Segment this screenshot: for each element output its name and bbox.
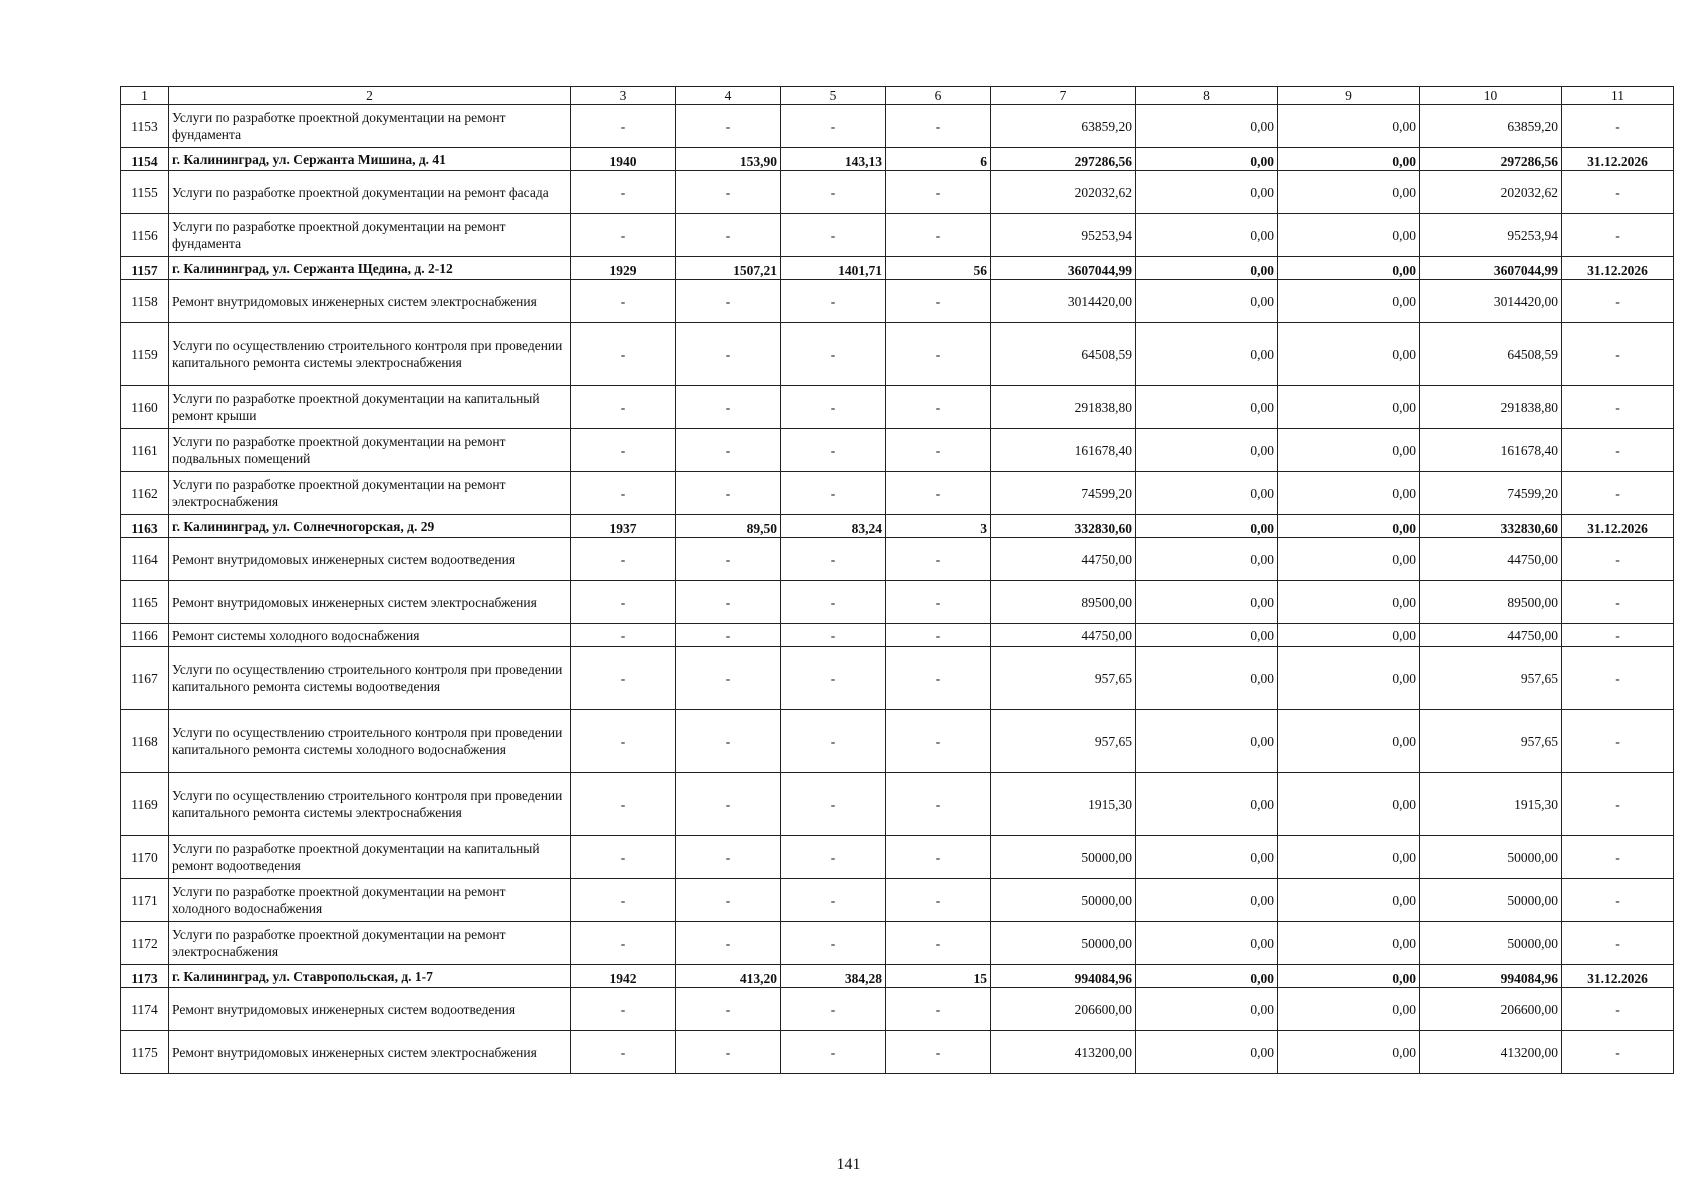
regional-funds-cell: 0,00: [1278, 988, 1420, 1031]
year-cell: -: [571, 386, 676, 429]
row-number-cell: 1162: [121, 472, 169, 515]
federal-funds-cell: 0,00: [1136, 1031, 1278, 1074]
living-area-cell: -: [781, 647, 886, 710]
federal-funds-cell: 0,00: [1136, 105, 1278, 148]
work-item-row: [121, 710, 1674, 773]
residents-cell: -: [886, 836, 991, 879]
living-area-cell: -: [781, 214, 886, 257]
owner-funds-cell: 89500,00: [1420, 581, 1562, 624]
row-number-cell: 1155: [121, 171, 169, 214]
description-cell: Услуги по разработке проектной документации на капитальный ремонт крыши: [169, 386, 571, 429]
row-number-cell: 1164: [121, 538, 169, 581]
column-number-header-row: [121, 87, 1674, 105]
living-area-cell: -: [781, 922, 886, 965]
total-area-cell: -: [676, 171, 781, 214]
total-area-cell: -: [676, 386, 781, 429]
total-area-cell: 89,50: [676, 515, 781, 538]
owner-funds-cell: 291838,80: [1420, 386, 1562, 429]
owner-funds-cell: 957,65: [1420, 647, 1562, 710]
table-body: [121, 105, 1674, 1074]
federal-funds-cell: 0,00: [1136, 922, 1278, 965]
residents-cell: -: [886, 581, 991, 624]
completion-date-cell: -: [1562, 647, 1674, 710]
description-cell: Ремонт системы холодного водоснабжения: [169, 624, 571, 647]
year-cell: -: [571, 280, 676, 323]
row-number-cell: 1167: [121, 647, 169, 710]
year-cell: -: [571, 647, 676, 710]
work-item-row: [121, 538, 1674, 581]
completion-date-cell: -: [1562, 710, 1674, 773]
year-cell: -: [571, 710, 676, 773]
description-cell: г. Калининград, ул. Сержанта Щедина, д. 2-12: [169, 257, 571, 280]
document-sheet: [120, 86, 1673, 1074]
row-number-cell: 1156: [121, 214, 169, 257]
row-number-cell: 1170: [121, 836, 169, 879]
living-area-cell: -: [781, 323, 886, 386]
residents-cell: -: [886, 988, 991, 1031]
federal-funds-cell: 0,00: [1136, 581, 1278, 624]
owner-funds-cell: 297286,56: [1420, 148, 1562, 171]
work-item-row: [121, 386, 1674, 429]
owner-funds-cell: 74599,20: [1420, 472, 1562, 515]
total-area-cell: -: [676, 836, 781, 879]
completion-date-cell: -: [1562, 624, 1674, 647]
total-cost-cell: 64508,59: [991, 323, 1136, 386]
column-header-cell: 9: [1278, 87, 1420, 105]
description-cell: Услуги по разработке проектной документации на капитальный ремонт водоотведения: [169, 836, 571, 879]
description-cell: г. Калининград, ул. Сержанта Мишина, д. 41: [169, 148, 571, 171]
year-cell: -: [571, 581, 676, 624]
year-cell: -: [571, 836, 676, 879]
row-number-cell: 1161: [121, 429, 169, 472]
row-number-cell: 1174: [121, 988, 169, 1031]
residents-cell: -: [886, 280, 991, 323]
total-cost-cell: 994084,96: [991, 965, 1136, 988]
row-number-cell: 1154: [121, 148, 169, 171]
work-item-row: [121, 323, 1674, 386]
total-cost-cell: 63859,20: [991, 105, 1136, 148]
address-row: [121, 515, 1674, 538]
description-cell: Услуги по разработке проектной документации на ремонт фундамента: [169, 105, 571, 148]
description-cell: Ремонт внутридомовых инженерных систем водоотведения: [169, 988, 571, 1031]
description-cell: Услуги по разработке проектной документации на ремонт холодного водоснабжения: [169, 879, 571, 922]
description-cell: Ремонт внутридомовых инженерных систем водоотведения: [169, 538, 571, 581]
total-area-cell: -: [676, 472, 781, 515]
work-item-row: [121, 581, 1674, 624]
total-cost-cell: 74599,20: [991, 472, 1136, 515]
completion-date-cell: -: [1562, 1031, 1674, 1074]
residents-cell: -: [886, 879, 991, 922]
total-cost-cell: 202032,62: [991, 171, 1136, 214]
living-area-cell: 143,13: [781, 148, 886, 171]
row-number-cell: 1168: [121, 710, 169, 773]
year-cell: -: [571, 472, 676, 515]
total-cost-cell: 50000,00: [991, 922, 1136, 965]
owner-funds-cell: 63859,20: [1420, 105, 1562, 148]
column-header-cell: 11: [1562, 87, 1674, 105]
federal-funds-cell: 0,00: [1136, 988, 1278, 1031]
total-area-cell: 413,20: [676, 965, 781, 988]
federal-funds-cell: 0,00: [1136, 429, 1278, 472]
living-area-cell: 384,28: [781, 965, 886, 988]
completion-date-cell: -: [1562, 472, 1674, 515]
total-area-cell: 1507,21: [676, 257, 781, 280]
living-area-cell: -: [781, 1031, 886, 1074]
residents-cell: -: [886, 1031, 991, 1074]
total-cost-cell: 161678,40: [991, 429, 1136, 472]
total-area-cell: -: [676, 922, 781, 965]
owner-funds-cell: 202032,62: [1420, 171, 1562, 214]
residents-cell: -: [886, 105, 991, 148]
year-cell: -: [571, 429, 676, 472]
federal-funds-cell: 0,00: [1136, 965, 1278, 988]
completion-date-cell: 31.12.2026: [1562, 148, 1674, 171]
regional-funds-cell: 0,00: [1278, 624, 1420, 647]
row-number-cell: 1173: [121, 965, 169, 988]
year-cell: -: [571, 879, 676, 922]
row-number-cell: 1171: [121, 879, 169, 922]
total-cost-cell: 44750,00: [991, 624, 1136, 647]
address-row: [121, 148, 1674, 171]
total-cost-cell: 957,65: [991, 710, 1136, 773]
column-header-cell: 6: [886, 87, 991, 105]
owner-funds-cell: 3014420,00: [1420, 280, 1562, 323]
regional-funds-cell: 0,00: [1278, 922, 1420, 965]
regional-funds-cell: 0,00: [1278, 773, 1420, 836]
year-cell: -: [571, 1031, 676, 1074]
owner-funds-cell: 95253,94: [1420, 214, 1562, 257]
living-area-cell: -: [781, 538, 886, 581]
living-area-cell: -: [781, 773, 886, 836]
completion-date-cell: -: [1562, 581, 1674, 624]
completion-date-cell: -: [1562, 214, 1674, 257]
living-area-cell: -: [781, 879, 886, 922]
address-row: [121, 257, 1674, 280]
owner-funds-cell: 332830,60: [1420, 515, 1562, 538]
column-header-cell: 2: [169, 87, 571, 105]
year-cell: 1942: [571, 965, 676, 988]
federal-funds-cell: 0,00: [1136, 386, 1278, 429]
address-row: [121, 965, 1674, 988]
regional-funds-cell: 0,00: [1278, 1031, 1420, 1074]
completion-date-cell: -: [1562, 773, 1674, 836]
description-cell: Услуги по осуществлению строительного контроля при проведении капитального ремонта системы электроснабжения: [169, 323, 571, 386]
year-cell: 1940: [571, 148, 676, 171]
row-number-cell: 1153: [121, 105, 169, 148]
federal-funds-cell: 0,00: [1136, 647, 1278, 710]
completion-date-cell: -: [1562, 836, 1674, 879]
work-item-row: [121, 472, 1674, 515]
regional-funds-cell: 0,00: [1278, 171, 1420, 214]
description-cell: Услуги по разработке проектной документации на ремонт подвальных помещений: [169, 429, 571, 472]
owner-funds-cell: 1915,30: [1420, 773, 1562, 836]
residents-cell: 15: [886, 965, 991, 988]
year-cell: -: [571, 773, 676, 836]
living-area-cell: 83,24: [781, 515, 886, 538]
owner-funds-cell: 44750,00: [1420, 538, 1562, 581]
description-cell: г. Калининград, ул. Солнечногорская, д. 29: [169, 515, 571, 538]
owner-funds-cell: 64508,59: [1420, 323, 1562, 386]
living-area-cell: -: [781, 386, 886, 429]
total-area-cell: -: [676, 988, 781, 1031]
residents-cell: -: [886, 386, 991, 429]
federal-funds-cell: 0,00: [1136, 515, 1278, 538]
living-area-cell: -: [781, 280, 886, 323]
year-cell: -: [571, 214, 676, 257]
regional-funds-cell: 0,00: [1278, 257, 1420, 280]
residents-cell: -: [886, 171, 991, 214]
column-header-cell: 5: [781, 87, 886, 105]
year-cell: -: [571, 323, 676, 386]
regional-funds-cell: 0,00: [1278, 323, 1420, 386]
total-cost-cell: 206600,00: [991, 988, 1136, 1031]
completion-date-cell: -: [1562, 171, 1674, 214]
work-item-row: [121, 988, 1674, 1031]
owner-funds-cell: 161678,40: [1420, 429, 1562, 472]
page-number: 141: [836, 1156, 861, 1173]
total-area-cell: -: [676, 879, 781, 922]
living-area-cell: -: [781, 710, 886, 773]
total-cost-cell: 50000,00: [991, 836, 1136, 879]
row-number-cell: 1166: [121, 624, 169, 647]
total-area-cell: -: [676, 773, 781, 836]
work-item-row: [121, 280, 1674, 323]
total-cost-cell: 297286,56: [991, 148, 1136, 171]
total-cost-cell: 3014420,00: [991, 280, 1136, 323]
column-header-cell: 3: [571, 87, 676, 105]
regional-funds-cell: 0,00: [1278, 965, 1420, 988]
living-area-cell: 1401,71: [781, 257, 886, 280]
year-cell: -: [571, 988, 676, 1031]
work-item-row: [121, 836, 1674, 879]
federal-funds-cell: 0,00: [1136, 710, 1278, 773]
total-cost-cell: 50000,00: [991, 879, 1136, 922]
regional-funds-cell: 0,00: [1278, 472, 1420, 515]
column-header-cell: 7: [991, 87, 1136, 105]
completion-date-cell: -: [1562, 386, 1674, 429]
federal-funds-cell: 0,00: [1136, 879, 1278, 922]
year-cell: -: [571, 171, 676, 214]
row-number-cell: 1172: [121, 922, 169, 965]
repair-plan-table: [120, 86, 1674, 1074]
federal-funds-cell: 0,00: [1136, 171, 1278, 214]
work-item-row: [121, 922, 1674, 965]
work-item-row: [121, 624, 1674, 647]
regional-funds-cell: 0,00: [1278, 647, 1420, 710]
work-item-row: [121, 105, 1674, 148]
year-cell: 1929: [571, 257, 676, 280]
total-cost-cell: 44750,00: [991, 538, 1136, 581]
residents-cell: 56: [886, 257, 991, 280]
work-item-row: [121, 171, 1674, 214]
residents-cell: -: [886, 624, 991, 647]
federal-funds-cell: 0,00: [1136, 836, 1278, 879]
work-item-row: [121, 214, 1674, 257]
row-number-cell: 1175: [121, 1031, 169, 1074]
regional-funds-cell: 0,00: [1278, 429, 1420, 472]
residents-cell: -: [886, 538, 991, 581]
residents-cell: -: [886, 922, 991, 965]
regional-funds-cell: 0,00: [1278, 148, 1420, 171]
regional-funds-cell: 0,00: [1278, 879, 1420, 922]
column-header-cell: 1: [121, 87, 169, 105]
residents-cell: -: [886, 214, 991, 257]
year-cell: -: [571, 105, 676, 148]
description-cell: Ремонт внутридомовых инженерных систем электроснабжения: [169, 1031, 571, 1074]
description-cell: Услуги по осуществлению строительного контроля при проведении капитального ремонта системы водоотведения: [169, 647, 571, 710]
completion-date-cell: -: [1562, 988, 1674, 1031]
total-area-cell: 153,90: [676, 148, 781, 171]
row-number-cell: 1157: [121, 257, 169, 280]
regional-funds-cell: 0,00: [1278, 214, 1420, 257]
residents-cell: -: [886, 323, 991, 386]
residents-cell: -: [886, 472, 991, 515]
living-area-cell: -: [781, 429, 886, 472]
description-cell: Услуги по осуществлению строительного контроля при проведении капитального ремонта системы холодного водоснабжения: [169, 710, 571, 773]
owner-funds-cell: 413200,00: [1420, 1031, 1562, 1074]
description-cell: Услуги по разработке проектной документации на ремонт фасада: [169, 171, 571, 214]
owner-funds-cell: 206600,00: [1420, 988, 1562, 1031]
federal-funds-cell: 0,00: [1136, 472, 1278, 515]
regional-funds-cell: 0,00: [1278, 538, 1420, 581]
residents-cell: -: [886, 773, 991, 836]
regional-funds-cell: 0,00: [1278, 280, 1420, 323]
total-area-cell: -: [676, 710, 781, 773]
total-cost-cell: 3607044,99: [991, 257, 1136, 280]
year-cell: -: [571, 624, 676, 647]
row-number-cell: 1163: [121, 515, 169, 538]
total-cost-cell: 1915,30: [991, 773, 1136, 836]
federal-funds-cell: 0,00: [1136, 148, 1278, 171]
row-number-cell: 1158: [121, 280, 169, 323]
federal-funds-cell: 0,00: [1136, 538, 1278, 581]
description-cell: г. Калининград, ул. Ставропольская, д. 1-7: [169, 965, 571, 988]
total-cost-cell: 957,65: [991, 647, 1136, 710]
row-number-cell: 1169: [121, 773, 169, 836]
completion-date-cell: 31.12.2026: [1562, 515, 1674, 538]
federal-funds-cell: 0,00: [1136, 214, 1278, 257]
federal-funds-cell: 0,00: [1136, 257, 1278, 280]
owner-funds-cell: 44750,00: [1420, 624, 1562, 647]
residents-cell: -: [886, 429, 991, 472]
living-area-cell: -: [781, 171, 886, 214]
row-number-cell: 1160: [121, 386, 169, 429]
completion-date-cell: -: [1562, 922, 1674, 965]
residents-cell: 3: [886, 515, 991, 538]
description-cell: Ремонт внутридомовых инженерных систем электроснабжения: [169, 280, 571, 323]
completion-date-cell: -: [1562, 429, 1674, 472]
residents-cell: 6: [886, 148, 991, 171]
owner-funds-cell: 3607044,99: [1420, 257, 1562, 280]
federal-funds-cell: 0,00: [1136, 280, 1278, 323]
owner-funds-cell: 50000,00: [1420, 922, 1562, 965]
total-area-cell: -: [676, 624, 781, 647]
total-area-cell: -: [676, 429, 781, 472]
total-area-cell: -: [676, 214, 781, 257]
living-area-cell: -: [781, 581, 886, 624]
owner-funds-cell: 50000,00: [1420, 879, 1562, 922]
living-area-cell: -: [781, 836, 886, 879]
regional-funds-cell: 0,00: [1278, 581, 1420, 624]
column-header-cell: 10: [1420, 87, 1562, 105]
regional-funds-cell: 0,00: [1278, 386, 1420, 429]
owner-funds-cell: 994084,96: [1420, 965, 1562, 988]
description-cell: Услуги по осуществлению строительного контроля при проведении капитального ремонта системы электроснабжения: [169, 773, 571, 836]
regional-funds-cell: 0,00: [1278, 105, 1420, 148]
regional-funds-cell: 0,00: [1278, 710, 1420, 773]
total-cost-cell: 89500,00: [991, 581, 1136, 624]
completion-date-cell: -: [1562, 538, 1674, 581]
total-area-cell: -: [676, 323, 781, 386]
total-area-cell: -: [676, 581, 781, 624]
work-item-row: [121, 879, 1674, 922]
completion-date-cell: -: [1562, 105, 1674, 148]
owner-funds-cell: 957,65: [1420, 710, 1562, 773]
owner-funds-cell: 50000,00: [1420, 836, 1562, 879]
work-item-row: [121, 773, 1674, 836]
year-cell: -: [571, 538, 676, 581]
completion-date-cell: -: [1562, 879, 1674, 922]
work-item-row: [121, 429, 1674, 472]
row-number-cell: 1165: [121, 581, 169, 624]
residents-cell: -: [886, 710, 991, 773]
federal-funds-cell: 0,00: [1136, 323, 1278, 386]
description-cell: Услуги по разработке проектной документации на ремонт электроснабжения: [169, 922, 571, 965]
living-area-cell: -: [781, 472, 886, 515]
living-area-cell: -: [781, 624, 886, 647]
completion-date-cell: 31.12.2026: [1562, 965, 1674, 988]
description-cell: Услуги по разработке проектной документации на ремонт фундамента: [169, 214, 571, 257]
total-cost-cell: 95253,94: [991, 214, 1136, 257]
year-cell: -: [571, 922, 676, 965]
column-header-cell: 4: [676, 87, 781, 105]
year-cell: 1937: [571, 515, 676, 538]
row-number-cell: 1159: [121, 323, 169, 386]
total-cost-cell: 332830,60: [991, 515, 1136, 538]
total-area-cell: -: [676, 647, 781, 710]
completion-date-cell: -: [1562, 280, 1674, 323]
total-area-cell: -: [676, 1031, 781, 1074]
total-cost-cell: 291838,80: [991, 386, 1136, 429]
total-area-cell: -: [676, 280, 781, 323]
completion-date-cell: -: [1562, 323, 1674, 386]
work-item-row: [121, 1031, 1674, 1074]
description-cell: Ремонт внутридомовых инженерных систем электроснабжения: [169, 581, 571, 624]
column-header-cell: 8: [1136, 87, 1278, 105]
living-area-cell: -: [781, 105, 886, 148]
federal-funds-cell: 0,00: [1136, 773, 1278, 836]
total-cost-cell: 413200,00: [991, 1031, 1136, 1074]
total-area-cell: -: [676, 105, 781, 148]
regional-funds-cell: 0,00: [1278, 836, 1420, 879]
total-area-cell: -: [676, 538, 781, 581]
living-area-cell: -: [781, 988, 886, 1031]
completion-date-cell: 31.12.2026: [1562, 257, 1674, 280]
residents-cell: -: [886, 647, 991, 710]
description-cell: Услуги по разработке проектной документации на ремонт электроснабжения: [169, 472, 571, 515]
federal-funds-cell: 0,00: [1136, 624, 1278, 647]
regional-funds-cell: 0,00: [1278, 515, 1420, 538]
work-item-row: [121, 647, 1674, 710]
